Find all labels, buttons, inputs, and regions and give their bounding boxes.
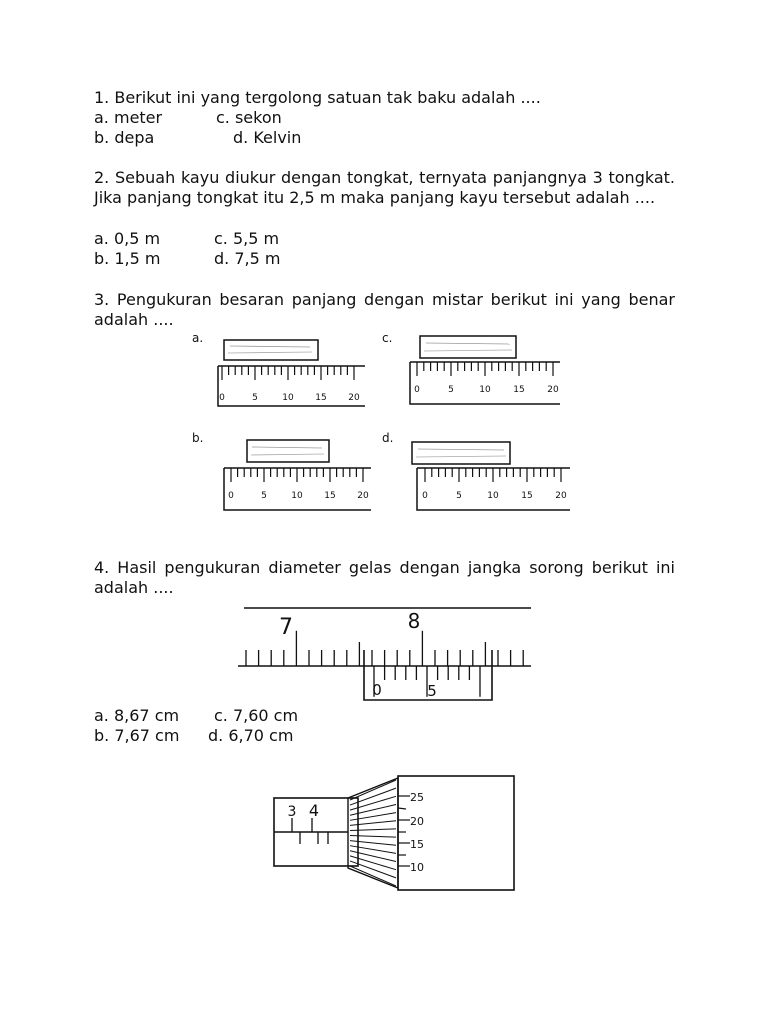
tick-label-0: 0 [422,491,428,501]
tick-label-10: 10 [479,385,491,395]
thimble-label-25: 25 [410,791,424,804]
thimble-label-10: 10 [410,861,424,874]
ruler-ticks [425,468,561,482]
knurl-line [350,829,396,831]
ruler-figure-d [380,430,575,514]
vernier-caliper-figure [236,600,536,710]
q2-option-a: a. 0,5 m [94,229,161,248]
tick-label-10: 10 [291,491,303,501]
tick-label-15: 15 [513,385,525,395]
q4-option-d: d. 6,70 cm [208,726,294,745]
q4-option-c: c. 7,60 cm [214,706,299,725]
figure-label: a. [192,331,204,345]
thimble-label-20: 20 [410,815,424,828]
tick-label-20: 20 [547,385,559,395]
q1-option-d: d. Kelvin [233,128,302,147]
tick-label-10: 10 [487,491,499,501]
sleeve-label-4: 4 [308,801,320,820]
main-scale-label-7: 7 [279,615,293,640]
tick-label-5: 5 [448,385,454,395]
q1-option-b: b. depa [94,128,155,147]
tick-label-15: 15 [315,393,327,403]
q2-option-b: b. 1,5 m [94,249,161,268]
tick-label-5: 5 [456,491,462,501]
vernier-label-5: 5 [427,682,437,700]
tick-label-5: 5 [261,491,267,501]
knurl-line [350,856,396,870]
tick-label-15: 15 [324,491,336,501]
tick-label-5: 5 [252,393,258,403]
q2-option-d: d. 7,5 m [214,249,281,268]
figure-label: d. [382,431,394,445]
micrometer-figure [270,770,520,900]
q3-question: 3. Pengukuran besaran panjang dengan mistar berikut ini yang benar adalah .... [94,290,675,329]
ruler-ticks [231,468,363,482]
tick-label-15: 15 [521,491,533,501]
thimble-ticks [398,796,410,866]
knurl-line [350,836,396,838]
q4-question: 4. Hasil pengukuran diameter gelas dengan jangka sorong berikut ini adalah .... [94,558,675,597]
q4-option-a: a. 8,67 cm [94,706,180,725]
q1-option-a: a. meter [94,108,163,127]
ruler-ticks [222,366,354,380]
q1-option-c: c. sekon [216,108,282,127]
q2-question: 2. Sebuah kayu diukur dengan tongkat, ternyata panjangnya 3 tongkat. Jika panjang tongkat itu 2,5 m maka panjang kayu tersebut adalah .... [94,168,675,207]
knurl-line [350,841,396,846]
ruler-figure-b [190,430,375,514]
sleeve-ticks-lower [300,832,328,844]
q1-question: 1. Berikut ini yang tergolong satuan tak baku adalah .... [94,88,541,107]
tick-label-10: 10 [282,393,294,403]
ruler-figure-c [380,330,565,412]
tick-label-0: 0 [219,393,225,403]
tick-label-0: 0 [414,385,420,395]
q4-option-b: b. 7,67 cm [94,726,180,745]
knurl-line [350,821,396,826]
tick-label-20: 20 [348,393,360,403]
tick-label-0: 0 [228,491,234,501]
vernier-label-0: 0 [372,681,382,699]
sleeve-ticks-upper [292,818,312,832]
thimble-knurl [350,780,396,886]
tick-label-20: 20 [357,491,369,501]
ruler-ticks [417,362,553,376]
sleeve-label-3: 3 [287,804,297,820]
figure-label: c. [382,331,393,345]
q2-option-c: c. 5,5 m [214,229,280,248]
main-scale-label-8: 8 [407,609,421,633]
thimble-label-15: 15 [410,838,424,851]
figure-label: b. [192,431,204,445]
tick-label-20: 20 [555,491,567,501]
ruler-figure-a [190,330,370,412]
